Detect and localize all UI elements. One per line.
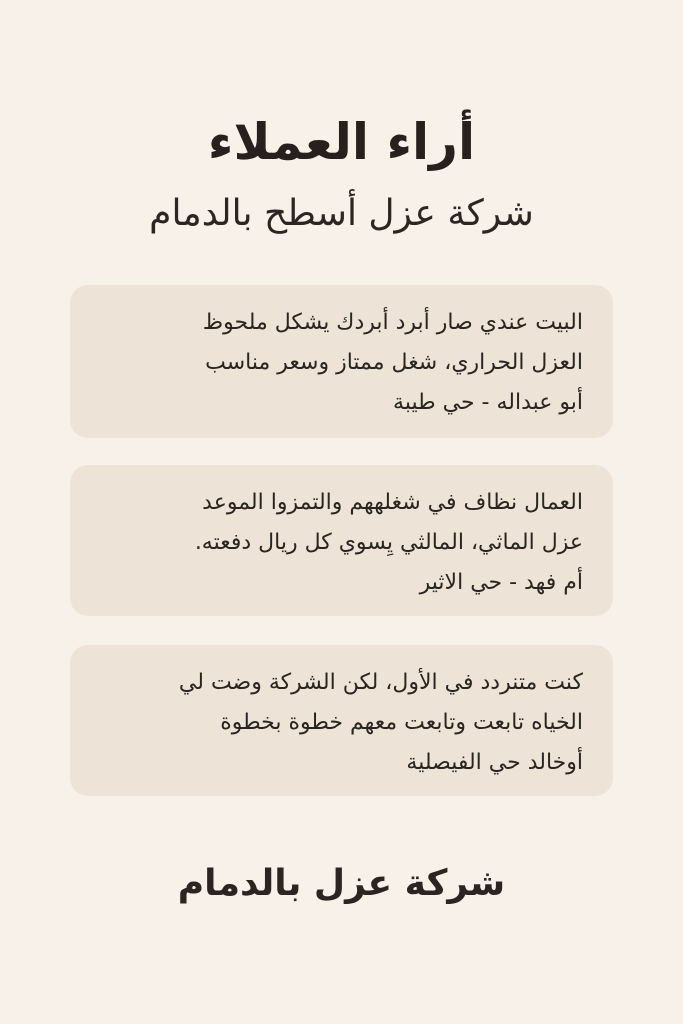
- review-author: أبو عبداله - حي طيبة: [393, 390, 583, 415]
- page-title: أراء العملاء: [207, 112, 476, 171]
- review-text-line: الخياه تابعت وتابعت معهم خطوة بخطوة: [220, 710, 583, 735]
- review-text-line: العزل الحراري، شغل ممتاز وسعر مناسب: [205, 350, 583, 375]
- review-card-1: [70, 285, 613, 438]
- review-card-3: [70, 645, 613, 796]
- footer-company-name: شركة عزل بالدمام: [177, 863, 506, 904]
- review-text-line: البيت عندي صار أبرد أبردك يشكل ملحوظ: [202, 310, 583, 335]
- review-text-line: العمال نظاف في شغلههم والتمزوا الموعد: [202, 490, 583, 515]
- review-card-2: [70, 465, 613, 616]
- review-author: أوخالد حي الفيصلية: [406, 750, 583, 775]
- page-subtitle: شركة عزل أسطح بالدمام: [149, 193, 534, 234]
- review-text-line: عزل الماثي، المالثي يِسوي كل ريال دفعته.: [194, 530, 583, 555]
- review-text-line: كنت متنردد في الأول، لكن الشركة وضت لي: [178, 670, 583, 695]
- review-author: أم فهد - حي الاثير: [419, 570, 583, 595]
